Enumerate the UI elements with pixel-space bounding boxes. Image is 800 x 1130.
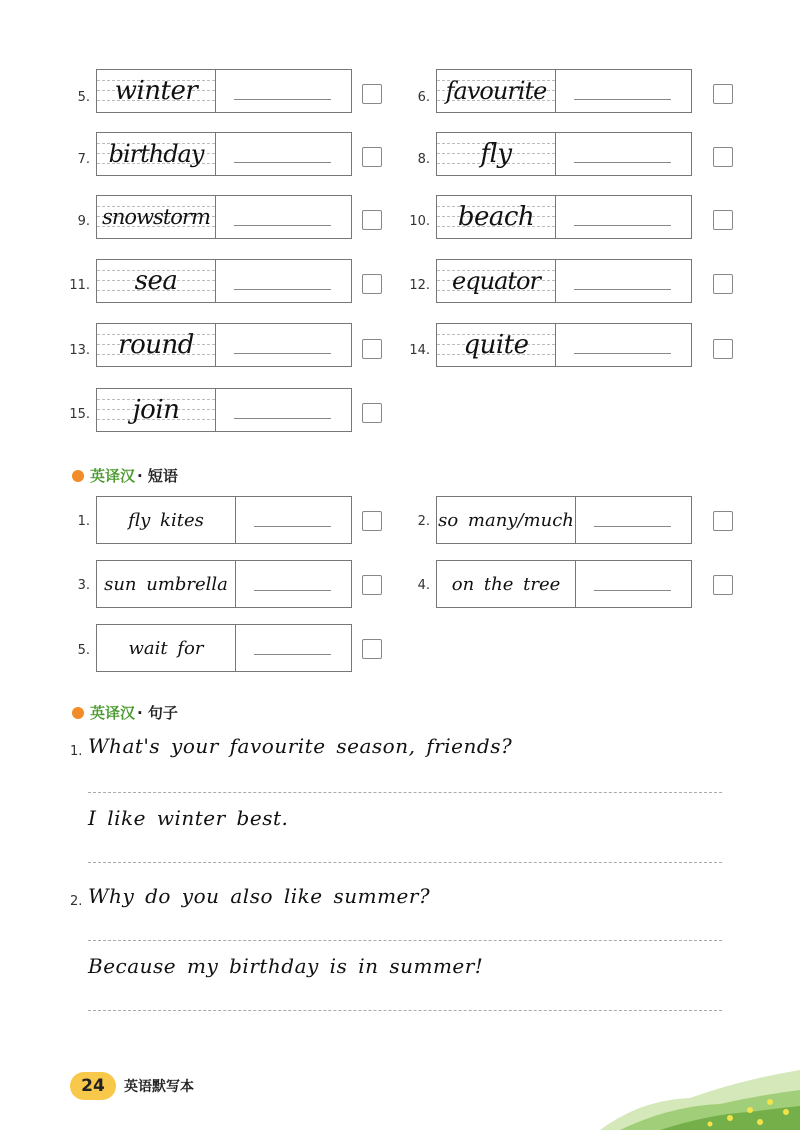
check-box[interactable] (713, 339, 733, 359)
book-title: 英语默写本 (124, 1079, 194, 1095)
answer-line[interactable] (88, 862, 722, 863)
orange-dot-icon (72, 707, 84, 719)
answer-line[interactable] (574, 99, 671, 100)
answer-line[interactable] (234, 162, 331, 163)
word-box (96, 195, 352, 239)
phrase-number: 2. (417, 514, 430, 529)
word-box (96, 388, 352, 432)
english-phrase: so many/much (438, 509, 574, 531)
answer-line[interactable] (254, 526, 331, 527)
english-word: round (118, 330, 194, 360)
answer-line[interactable] (88, 940, 722, 941)
word-number: 11. (69, 278, 90, 293)
answer-line[interactable] (234, 289, 331, 290)
english-sentence: I like winter best. (88, 806, 289, 830)
check-box[interactable] (713, 84, 733, 104)
answer-line[interactable] (254, 590, 331, 591)
english-word: favourite (445, 77, 547, 105)
english-word: equator (452, 267, 540, 295)
answer-line[interactable] (574, 353, 671, 354)
word-number: 6. (417, 90, 430, 105)
orange-dot-icon (72, 470, 84, 482)
phrase-number: 5. (77, 643, 90, 658)
answer-line[interactable] (594, 526, 671, 527)
phrase-box (96, 496, 352, 544)
sentence-number: 1. (70, 744, 83, 759)
phrase-number: 3. (77, 578, 90, 593)
phrase-box (96, 624, 352, 672)
word-box (96, 323, 352, 367)
word-number: 12. (409, 278, 430, 293)
check-box[interactable] (362, 339, 382, 359)
word-number: 13. (69, 343, 90, 358)
english-word: fly (480, 139, 512, 169)
answer-line[interactable] (234, 353, 331, 354)
english-word: sea (134, 266, 178, 296)
english-sentence: Why do you also like summer? (88, 884, 431, 908)
word-box (436, 69, 692, 113)
check-box[interactable] (362, 511, 382, 531)
english-word: quite (463, 330, 529, 360)
section-title-phrases: 英译汉 · 短语 (72, 465, 178, 486)
english-sentence: What's your favourite season, friends? (88, 734, 513, 758)
word-box (436, 132, 692, 176)
phrase-box (436, 496, 692, 544)
english-phrase: fly kites (128, 509, 204, 531)
answer-line[interactable] (254, 654, 331, 655)
section-title-sentences: 英译汉 · 句子 (72, 702, 178, 723)
answer-line[interactable] (234, 99, 331, 100)
answer-line[interactable] (88, 1010, 722, 1011)
english-phrase: wait for (128, 637, 204, 659)
check-box[interactable] (362, 403, 382, 423)
phrase-box (436, 560, 692, 608)
answer-line[interactable] (574, 162, 671, 163)
answer-line[interactable] (594, 590, 671, 591)
english-phrase: on the tree (451, 573, 561, 595)
english-word: beach (457, 202, 535, 232)
check-box[interactable] (362, 84, 382, 104)
check-box[interactable] (362, 274, 382, 294)
word-number: 15. (69, 407, 90, 422)
word-box (436, 195, 692, 239)
check-box[interactable] (713, 575, 733, 595)
check-box[interactable] (362, 639, 382, 659)
answer-line[interactable] (234, 225, 331, 226)
check-box[interactable] (713, 511, 733, 531)
word-number: 5. (77, 90, 90, 105)
answer-line[interactable] (574, 289, 671, 290)
phrase-number: 4. (417, 578, 430, 593)
check-box[interactable] (713, 210, 733, 230)
word-number: 8. (417, 152, 430, 167)
check-box[interactable] (362, 147, 382, 167)
english-word: winter (114, 76, 198, 106)
check-box[interactable] (362, 575, 382, 595)
phrase-number: 1. (77, 514, 90, 529)
word-box (436, 259, 692, 303)
english-phrase: sun umbrella (104, 573, 228, 595)
phrase-box (96, 560, 352, 608)
check-box[interactable] (713, 147, 733, 167)
answer-line[interactable] (88, 792, 722, 793)
english-word: snowstorm (102, 205, 210, 229)
answer-line[interactable] (234, 418, 331, 419)
sentence-number: 2. (70, 894, 83, 909)
page-number: 24 (70, 1072, 116, 1100)
word-box (436, 323, 692, 367)
word-box (96, 132, 352, 176)
answer-line[interactable] (574, 225, 671, 226)
check-box[interactable] (713, 274, 733, 294)
english-word: join (132, 395, 180, 425)
word-number: 7. (77, 152, 90, 167)
word-number: 14. (409, 343, 430, 358)
grass-decoration-icon (600, 1040, 800, 1130)
check-box[interactable] (362, 210, 382, 230)
word-box (96, 259, 352, 303)
word-number: 9. (77, 214, 90, 229)
word-number: 10. (409, 214, 430, 229)
word-box (96, 69, 352, 113)
english-sentence: Because my birthday is in summer! (88, 954, 484, 978)
english-word: birthday (108, 140, 204, 168)
